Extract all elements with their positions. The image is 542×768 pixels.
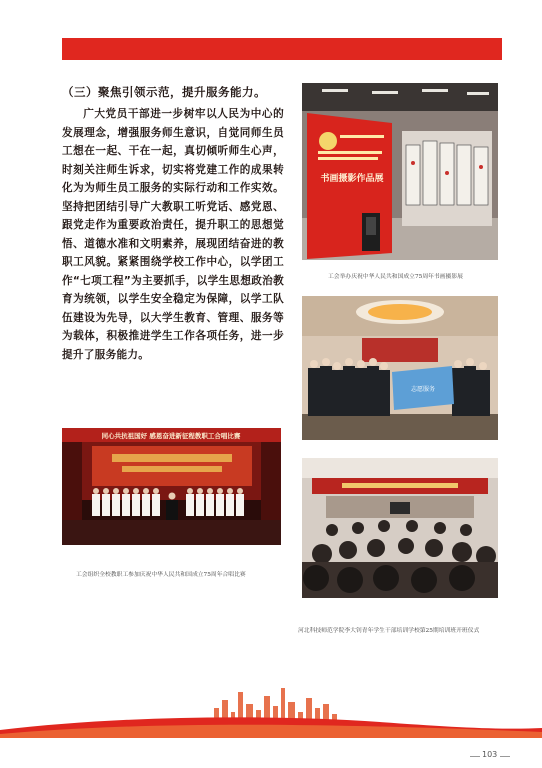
exhibition-photo: [302, 83, 498, 260]
page-number-rule-left: [470, 756, 480, 757]
page-number-rule-right: [500, 756, 510, 757]
chorus-caption: 工会组织全校教职工参加庆祝中华人民共和国成立75周年合唱比赛: [76, 572, 246, 578]
footer-skyline-decoration: [0, 686, 542, 738]
header-color-bar: [62, 38, 502, 60]
training-caption: 河北科技师范学院李大钊青年学生干部培训学校第25期培训班开班仪式: [298, 628, 480, 634]
group-banner-text: 志愿服务: [410, 386, 436, 393]
training-photo: [302, 458, 498, 598]
page-number: 103: [482, 750, 498, 759]
section-heading: （三）聚焦引领示范，提升服务能力。: [62, 85, 266, 99]
exhibition-banner-text: 书画摄影作品展: [320, 174, 384, 184]
chorus-banner-text: 同心共抗祖国好 感恩奋进新征程教职工合唱比赛: [101, 432, 241, 440]
exhibition-caption: 工会举办庆祝中华人民共和国成立75周年书画摄影展: [328, 274, 463, 280]
chorus-photo: [62, 428, 281, 545]
body-paragraph: 广大党员干部进一步树牢以人民为中心的发展理念，增强服务师生意识，自觉同师生员工想在一起、干在一起，真切倾听师生心声，时刻关注师生诉求，切实将党建工作的成果转化为为师生员工服务的实际行动和工作实效。坚持把团结引导广大教职工听党话、感党恩、跟党走作为重要政治责任，提升职工的思想觉悟、道德水准和文明素养，展现团结奋进的教职工风貌。紧紧围绕学校工作中心，以学团工作“七项工程”为主要抓手，以学生思想政治教育为统领，以学生安全稳定为保障，以学工队伍建设为先导，以大学生教育、管理、服务等为载体，积极推进学生工作各项任务，进一步提升了服务能力。: [62, 108, 284, 361]
group-photo: [302, 296, 498, 440]
